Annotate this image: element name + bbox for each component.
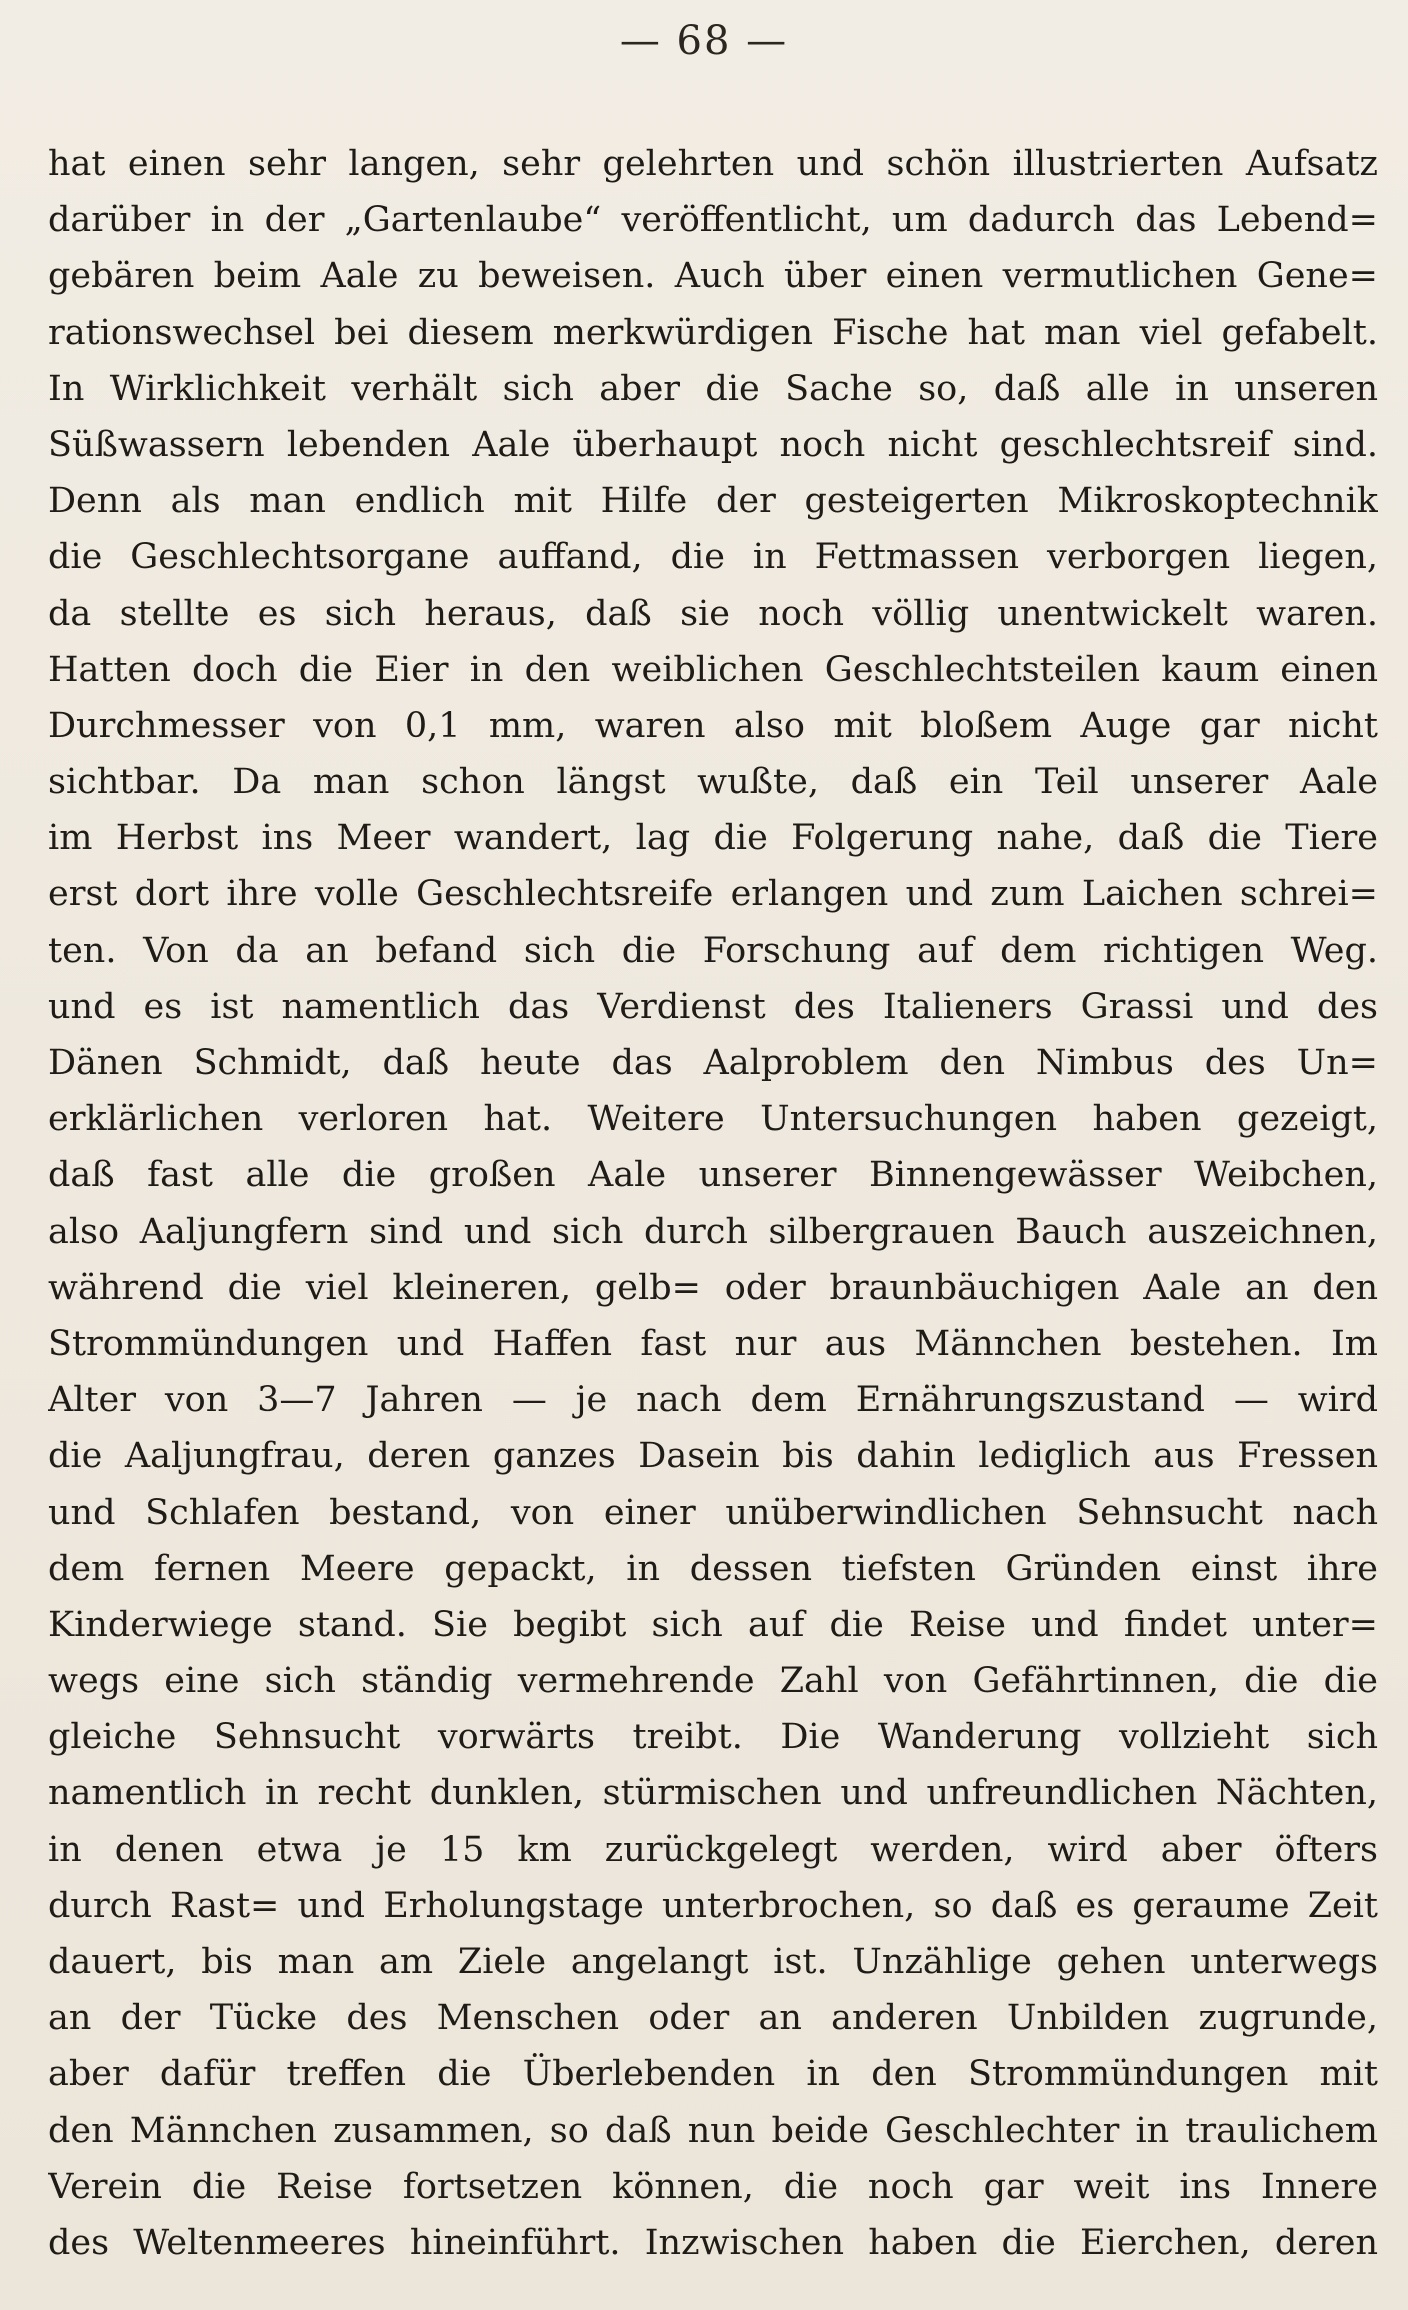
page-number: — 68 — [619,18,789,64]
text-line: gleiche Sehnsucht vorwärts treibt. Die Wanderung vollzieht sich [48,1717,1378,1758]
text-line: Verein die Reise fortsetzen können, die noch gar weit ins Innere [48,2166,1378,2207]
text-line: und Schlafen bestand, von einer unüberwindlichen Sehnsucht nach [48,1492,1378,1533]
text-line: und es ist namentlich das Verdienst des Italieners Grassi und des [48,986,1378,1027]
text-line: sichtbar. Da man schon längst wußte, daß ein Teil unserer Aale [48,762,1378,803]
text-line: dem fernen Meere gepackt, in dessen tiefsten Gründen einst ihre [48,1548,1378,1589]
body-text [48,136,1378,2271]
text-line: Alter von 3—7 Jahren — je nach dem Ernährungszustand — wird [48,1380,1378,1421]
text-line: die Aaljungfrau, deren ganzes Dasein bis dahin lediglich aus Fressen [48,1436,1378,1477]
text-line: Strommündungen und Haffen fast nur aus Männchen bestehen. Im [48,1323,1378,1364]
text-line: den Männchen zusammen, so daß nun beide Geschlechter in traulichem [48,2110,1378,2151]
text-line: also Aaljungfern sind und sich durch silbergrauen Bauch auszeichnen, [48,1211,1378,1252]
text-line: die Geschlechtsorgane auffand, die in Fettmassen verborgen liegen, [48,537,1378,578]
text-line: Hatten doch die Eier in den weiblichen Geschlechtsteilen kaum einen [48,649,1378,690]
text-line: hat einen sehr langen, sehr gelehrten und schön illustrierten Aufsatz [48,144,1378,184]
text-line: erst dort ihre volle Geschlechtsreife erlangen und zum Laichen schrei= [48,874,1378,915]
text-line: durch Rast= und Erholungstage unterbrochen, so daß es geraume Zeit [48,1885,1378,1926]
text-line: In Wirklichkeit verhält sich aber die Sache so, daß alle in unseren [48,368,1378,409]
text-line: Denn als man endlich mit Hilfe der gesteigerten Mikroskoptechnik [48,481,1378,522]
text-line: erklärlichen verloren hat. Weitere Untersuchungen haben gezeigt, [48,1099,1378,1140]
text-line: wegs eine sich ständig vermehrende Zahl von Gefährtinnen, die die [48,1661,1378,1702]
text-line: dauert, bis man am Ziele angelangt ist. Unzählige gehen unterwegs [48,1942,1378,1982]
text-line: Dänen Schmidt, daß heute das Aalproblem den Nimbus des Un= [48,1043,1378,1083]
text-line: Kinderwiege stand. Sie begibt sich auf die Reise und findet unter= [48,1604,1378,1645]
text-line: im Herbst ins Meer wandert, lag die Folgerung nahe, daß die Tiere [48,818,1378,859]
text-line: daß fast alle die großen Aale unserer Binnengewässer Weibchen, [48,1155,1378,1196]
text-line: in denen etwa je 15 km zurückgelegt werden, wird aber öfters [48,1829,1378,1870]
text-line: darüber in der „Gartenlaube“ veröffentlicht, um dadurch das Lebend= [48,200,1378,241]
text-line: während die viel kleineren, gelb= oder braunbäuchigen Aale an den [48,1267,1378,1308]
text-line: rationswechsel bei diesem merkwürdigen Fische hat man viel gefabelt. [48,312,1378,353]
text-line: namentlich in recht dunklen, stürmischen und unfreundlichen Nächten, [48,1773,1378,1814]
text-line: gebären beim Aale zu beweisen. Auch über einen vermutlichen Gene= [48,256,1378,297]
text-line: des Weltenmeeres hineinführt. Inzwischen haben die Eierchen, deren [48,2222,1378,2263]
text-line: ten. Von da an befand sich die Forschung auf dem richtigen Weg. [48,930,1378,971]
text-line: Durchmesser von 0,1 mm, waren also mit bloßem Auge gar nicht [48,705,1378,746]
text-line: Süßwassern lebenden Aale überhaupt noch nicht geschlechtsreif sind. [48,424,1378,465]
text-line: da stellte es sich heraus, daß sie noch völlig unentwickelt waren. [48,593,1378,634]
text-line: an der Tücke des Menschen oder an anderen Unbilden zugrunde, [48,1998,1378,2039]
text-line: aber dafür treffen die Überlebenden in den Strommündungen mit [48,2054,1378,2095]
